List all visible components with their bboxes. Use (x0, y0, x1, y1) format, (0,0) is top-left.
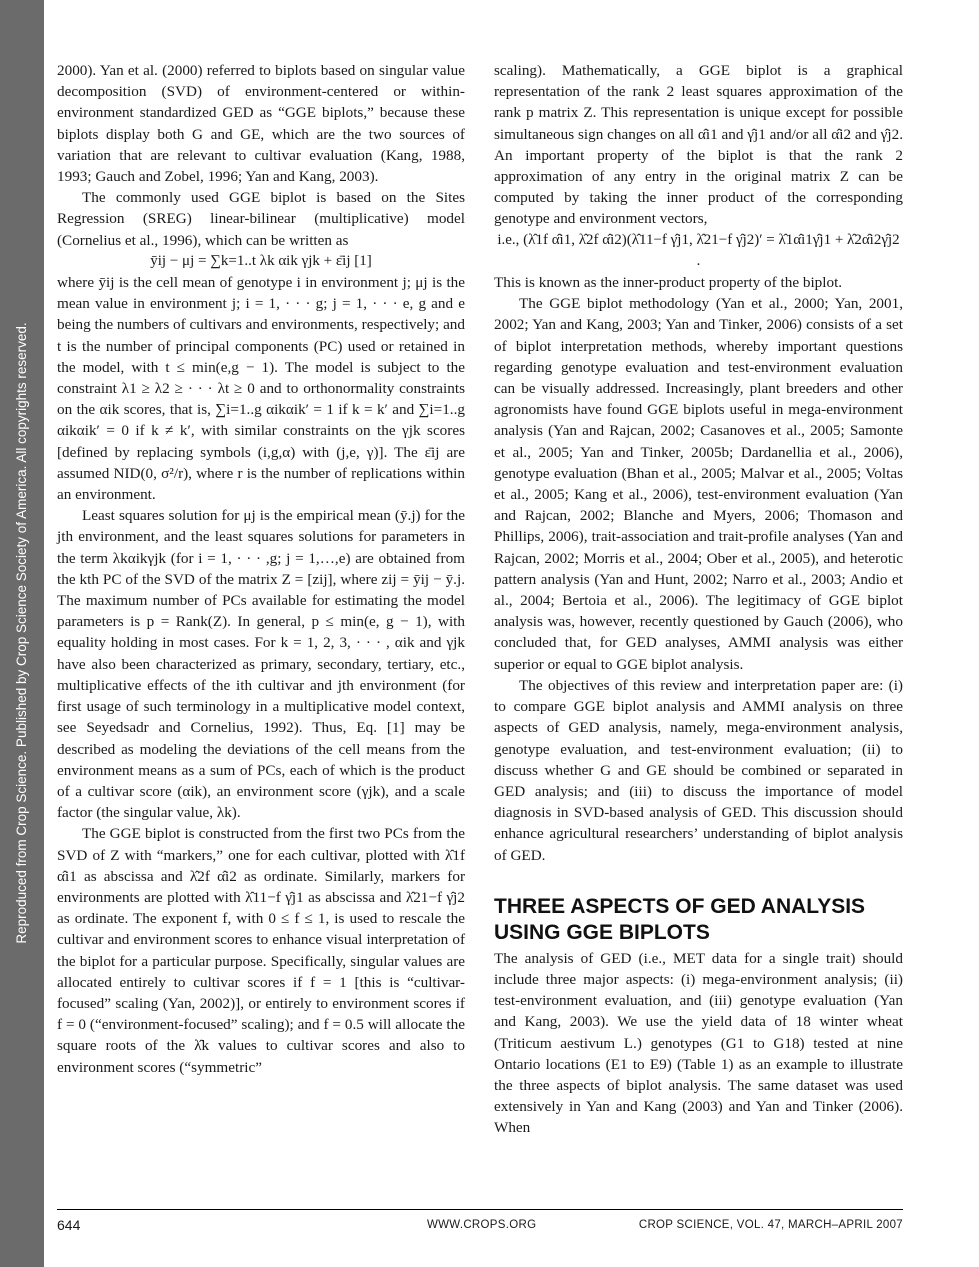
journal-website: WWW.CROPS.ORG (427, 1219, 537, 1231)
equation-2: i.e., (λ̂1f α̂i1, λ̂2f α̂i2)(λ̂11−f γ̂j1, λ̂21−f γ̂j2)′ = λ̂1α̂i1γ̂j1 + λ̂2α̂i2γ̂j2 . (497, 231, 900, 269)
journal-citation: CROP SCIENCE, VOL. 47, MARCH–APRIL 2007 (638, 1219, 903, 1231)
footer-divider (57, 1209, 903, 1210)
copyright-sidebar (0, 0, 44, 1267)
section-heading: THREE ASPECTS OF GED ANALYSIS USING GGE BIPLOTS (494, 894, 866, 944)
paragraph: The GGE biplot is constructed from the first two PCs from the SVD of Z with “markers,” one for each cultivar, plotted with λ̂1f α̂i1 as abscissa and λ̂2f α̂i2 as ordinate. Similarly, markers for environments are plotted with λ̂11−f γ̂j1 as abscissa and λ̂21−f γ̂j2 as ordinate. The exponent f, with 0 ≤ f ≤ 1, is used to rescale the cultivar and environment scores to enhance visual interpretation of the biplot for a particular purpose. Specifically, singular values are allocated entirely to cultivar scores if f = 1 [this is “cultivar-focused” scaling (Yan, 2002)], or entirely to environment scores if f = 0 (“environment-focused” scaling); and f = 0.5 will allocate the square roots of the λ̂k values to cultivar scores and also to environment scores (“symmetric” (57, 825, 465, 1076)
paragraph: 2000). Yan et al. (2000) referred to biplots based on singular value decomposition (SVD) of environment-centered or within-environment standardized GED as “GGE biplots,” because these biplots display both G and GE, which are the two sources of variation that are relevant to cultivar evaluation (Kang, 1988, 1993; Gauch and Zobel, 1996; Yan and Kang, 2003). (57, 62, 465, 186)
paragraph: The objectives of this review and interpretation paper are: (i) to compare GGE biplot analysis and AMMI analysis on three aspects of GED analysis, namely, mega-environment analysis, genotype evaluation, and test-environment evaluation; (ii) to discuss whether G and GE should be combined or separated in GED analysis; and (iii) to discuss the importance of model diagnosis in SVD-based analysis of GED. This discussion should enhance agricultural researchers’ understanding of biplot analysis of GED. (494, 676, 903, 864)
equation-1: ȳij − μj = ∑k=1..t λk αik γjk + ε̄ij [1] (150, 252, 372, 269)
paragraph: This is known as the inner-product property of the biplot. (494, 274, 843, 292)
left-column (57, 60, 465, 1078)
paragraph: scaling). Mathematically, a GGE biplot is a graphical representation of the rank 2 least squares approximation of the rank p matrix Z. This representation is unique except for possible simultaneous sign changes on all α̂i1 and γ̂j1 and/or all α̂i2 and γ̂j2. An important property of the biplot is that the rank 2 approximation of any entry in the original matrix Z can be computed by taking the inner product of the corresponding genotype and environment vectors, (494, 62, 903, 228)
copyright-notice: Reproduced from Crop Science. Published by Crop Science Society of America. All copyrights reserved. (14, 322, 29, 944)
paragraph: where ȳij is the cell mean of genotype i in environment j; μj is the mean value in environment j; i = 1, · · · g; j = 1, · · · e, g and e being the numbers of cultivars and environments, respectively; and t is the number of principal components (PC) used or retained in the model, with t ≤ min(e,g − 1). The model is subject to the constraint λ1 ≥ λ2 ≥ · · · λt ≥ 0 and to orthonormality constraints on the αik scores, that is, ∑i=1..g αikαik′ = 1 if k = k′ and ∑i=1..g αikαik′ = 0 if k ≠ k′, with similar constraints on the γjk scores [defined by replacing symbols (i,g,α) with (j,e, γ)]. The ε̄ij are assumed NID(0, σ²/r), where r is the number of replications within an environment. (57, 274, 465, 504)
page-number: 644 (57, 1217, 81, 1233)
paragraph: The analysis of GED (i.e., MET data for a single trait) should include three major aspects: (i) mega-environment analysis; (ii) test-environment evaluation, and (iii) genotype evaluation (Yan and Kang, 2003). We use the yield data of 18 winter wheat (Triticum aestivum L.) genotypes (G1 to G18) tested at nine Ontario locations (E1 to E9) (Table 1) as an example to illustrate the three aspects of biplot analysis. The same dataset was used extensively in Yan and Kang (2003) and Yan and Tinker (2006). When (494, 949, 903, 1137)
right-column (494, 60, 903, 1139)
paragraph: The GGE biplot methodology (Yan et al., 2000; Yan, 2001, 2002; Yan and Kang, 2003; Yan and Tinker, 2006) consists of a set of biplot interpretation methods, whereby important questions regarding genotype evaluation and test-environment evaluation can be visually addressed. Increasingly, plant breeders and other agronomists have found GGE biplots useful in mega-environment analysis (Yan and Rajcan, 2002; Casanoves et al., 2005; Samonte et al., 2005; Yan and Tinker, 2005b; Dardanellia et al., 2006), genotype evaluation (Bhan et al., 2005; Malvar et al., 2005; Voltas et al., 2005; Kang et al., 2006), test-environment evaluation (Yan and Rajcan, 2002; Blanche and Myers, 2006; Thomason and Phillips, 2006), trait-association and trait-profile analyses (Yan and Rajcan, 2002; Morris et al., 2004; Ober et al., 2005), and heterotic pattern analysis (Yan and Hunt, 2002; Narro et al., 2003; Andio et al., 2004; Bertoia et al., 2006). The legitimacy of GGE biplot analysis was, however, recently questioned by Gauch (2006), who concluded that, for GED analyses, AMMI analysis was either superior or equal to GGE biplot analysis. (494, 295, 903, 673)
paragraph: Least squares solution for μj is the empirical mean (ȳ.j) for the jth environment, and the least squares solutions for parameters in the term λkαikγjk (for i = 1, · · · ,g; j = 1,…,e) are obtained from the kth PC of the SVD of the matrix Z = [zij], where zij = ȳij − ȳ.j. The maximum number of PCs available for estimating the model parameters is p = Rank(Z). In general, p ≤ min(e, g − 1), with equality holding in most cases. For k = 1, 2, 3, · · · , αik and γjk have also been characterized as primary, secondary, tertiary, etc., multiplicative effects of the ith cultivar and jth environment (for first usage of such terminology in a multiplicative model context, see Seyedsadr and Cornelius, 1992). Thus, Eq. [1] may be described as modeling the deviations of the cell means from the environment means as a sum of PCs, each of which is the product of a cultivar score (αik), an environment score (γjk), and a scale factor (the singular value, λk). (57, 507, 465, 822)
paragraph: The commonly used GGE biplot is based on the Sites Regression (SREG) linear-bilinear (multiplicative) model (Cornelius et al., 1996), which can be written as (57, 189, 465, 249)
